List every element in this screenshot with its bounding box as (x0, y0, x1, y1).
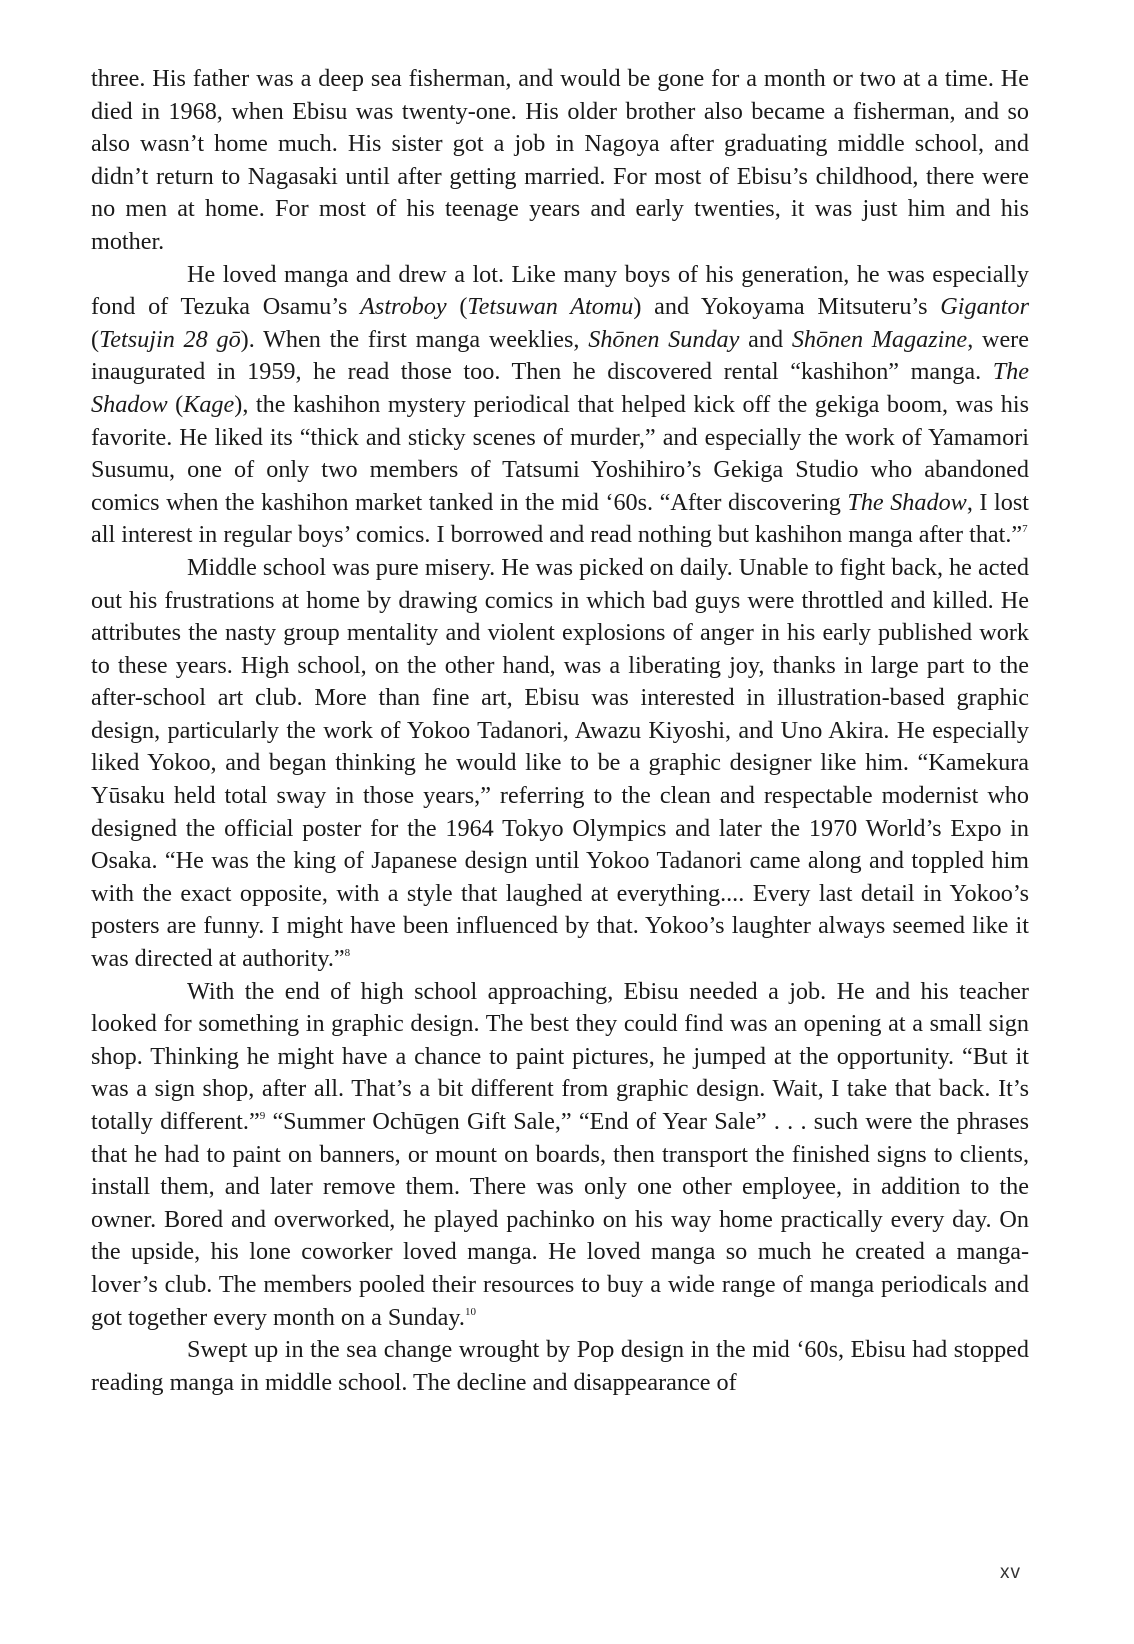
paragraph-text: ). When the first manga weeklies, (240, 325, 589, 353)
footnote-marker: 8 (344, 947, 351, 960)
paragraph-text: ( (91, 325, 100, 353)
title-shonen-magazine: Shōnen Magazine (791, 325, 968, 353)
paragraph-text: ( (167, 390, 184, 418)
paragraph-text: “Summer Ochūgen Gift Sale,” “End of Year Sale” . . . such were the phrases that he had to paint on banners, or mount on boards, then transport the finished signs to clients, install them, and later remove them. There was only one other employee, in addition to the owner. Bored and overworked, he played pachinko on his way home practically every day. On the upside, his lone coworker loved manga. He loved manga so much he created a manga-lover’s club. The members pooled their resources to buy a wide range of manga periodicals and got together every month on a Sunday. (91, 1108, 1029, 1331)
title-tetsuwan-atomu: Tetsuwan Atomu (467, 293, 634, 321)
page-number: xv (1000, 1562, 1021, 1583)
paragraph-text: With the end of high school approaching, Ebisu needed a job. He and his teacher looked for something in graphic design. The best they could find was an opening at a small sign shop. Thinking he might have a chance to paint pictures, he jumped at the opportunity. “But it was a sign shop, after all. That’s a bit different from graphic design. Wait, I take that back. It’s totally different.” (91, 977, 1029, 1135)
title-the-shadow: The Shadow (91, 358, 1029, 418)
title-kage: Kage (183, 390, 235, 418)
paragraph-4 (91, 976, 1029, 1335)
paragraph-text: and (739, 325, 792, 353)
paragraph-3 (91, 552, 1029, 976)
paragraph-text: , I lost all interest in regular boys’ comics. I borrowed and read nothing but kashihon manga after that.” (91, 488, 1029, 549)
paragraph-text: ( (446, 293, 468, 321)
title-tetsujin: Tetsujin 28 gō (99, 325, 241, 353)
paragraph-text: ) and Yokoyama Mitsuteru’s (633, 293, 941, 321)
paragraph-2 (91, 259, 1029, 552)
paragraph-text: He loved manga and drew a lot. Like many boys of his generation, he was especially fond of Tezuka Osamu’s (91, 260, 1029, 321)
footnote-marker: 9 (259, 1110, 266, 1122)
paragraph-1 (91, 63, 1029, 259)
footnote-marker: 7 (1022, 523, 1028, 536)
title-gigantor: Gigantor (940, 293, 1029, 321)
paragraph-text: Middle school was pure misery. He was picked on daily. Unable to fight back, he acted out his frustrations at home by drawing comics in which bad guys were throttled and killed. He attributes the nasty group mentality and violent explosions of anger in his early published work to these years. High school, on the other hand, was a liberating joy, thanks in large part to the after-school art club. More than fine art, Ebisu was interested in illustration-based graphic design, particularly the work of Yokoo Tadanori, Awazu Kiyoshi, and Uno Akira. He especially liked Yokoo, and began thinking he would like to be a graphic designer like him. “Kamekura Yūsaku held total sway in those years,” referring to the clean and respectable modernist who designed the official poster for the 1964 Tokyo Olympics and later the 1970 World’s Expo in Osaka. “He was the king of Japanese design until Yokoo Tadanori came along and toppled him with the exact opposite, with a style that laughed at everything.... Every last detail in Yokoo’s posters are funny. I might have been influenced by that. Yokoo’s laughter always seemed like it was directed at authority.” (91, 553, 1029, 973)
footnote-marker: 10 (464, 1305, 476, 1318)
title-astroboy: Astroboy (360, 293, 447, 321)
paragraph-text: ), the kashihon mystery periodical that helped kick off the gekiga boom, was his favorite. He liked its “thick and sticky scenes of murder,” and especially the work of Yamamori Susumu, one of only two members of Tatsumi Yoshihiro’s Gekiga Studio who abandoned comics when the kashihon market tanked in the mid ‘60s. “After discovering (91, 390, 1029, 516)
page-body (91, 63, 1029, 1399)
paragraph-text: Swept up in the sea change wrought by Pop design in the mid ‘60s, Ebisu had stopped reading manga in middle school. The decline and disappearance of (91, 1336, 1029, 1396)
title-the-shadow: The Shadow (847, 488, 967, 516)
paragraph-text: , were inaugurated in 1959, he read those too. Then he discovered rental “kashihon” manga. (91, 325, 1029, 386)
title-shonen-sunday: Shōnen Sunday (588, 325, 740, 353)
paragraph-text: three. His father was a deep sea fisherman, and would be gone for a month or two at a time. He died in 1968, when Ebisu was twenty-one. His older brother also became a fisherman, and so also wasn’t home much. His sister got a job in Nagoya after graduating middle school, and didn’t return to Nagasaki until after getting married. For most of Ebisu’s childhood, there were no men at home. For most of his teenage years and early twenties, it was just him and his mother. (91, 65, 1029, 255)
paragraph-5 (91, 1334, 1029, 1399)
